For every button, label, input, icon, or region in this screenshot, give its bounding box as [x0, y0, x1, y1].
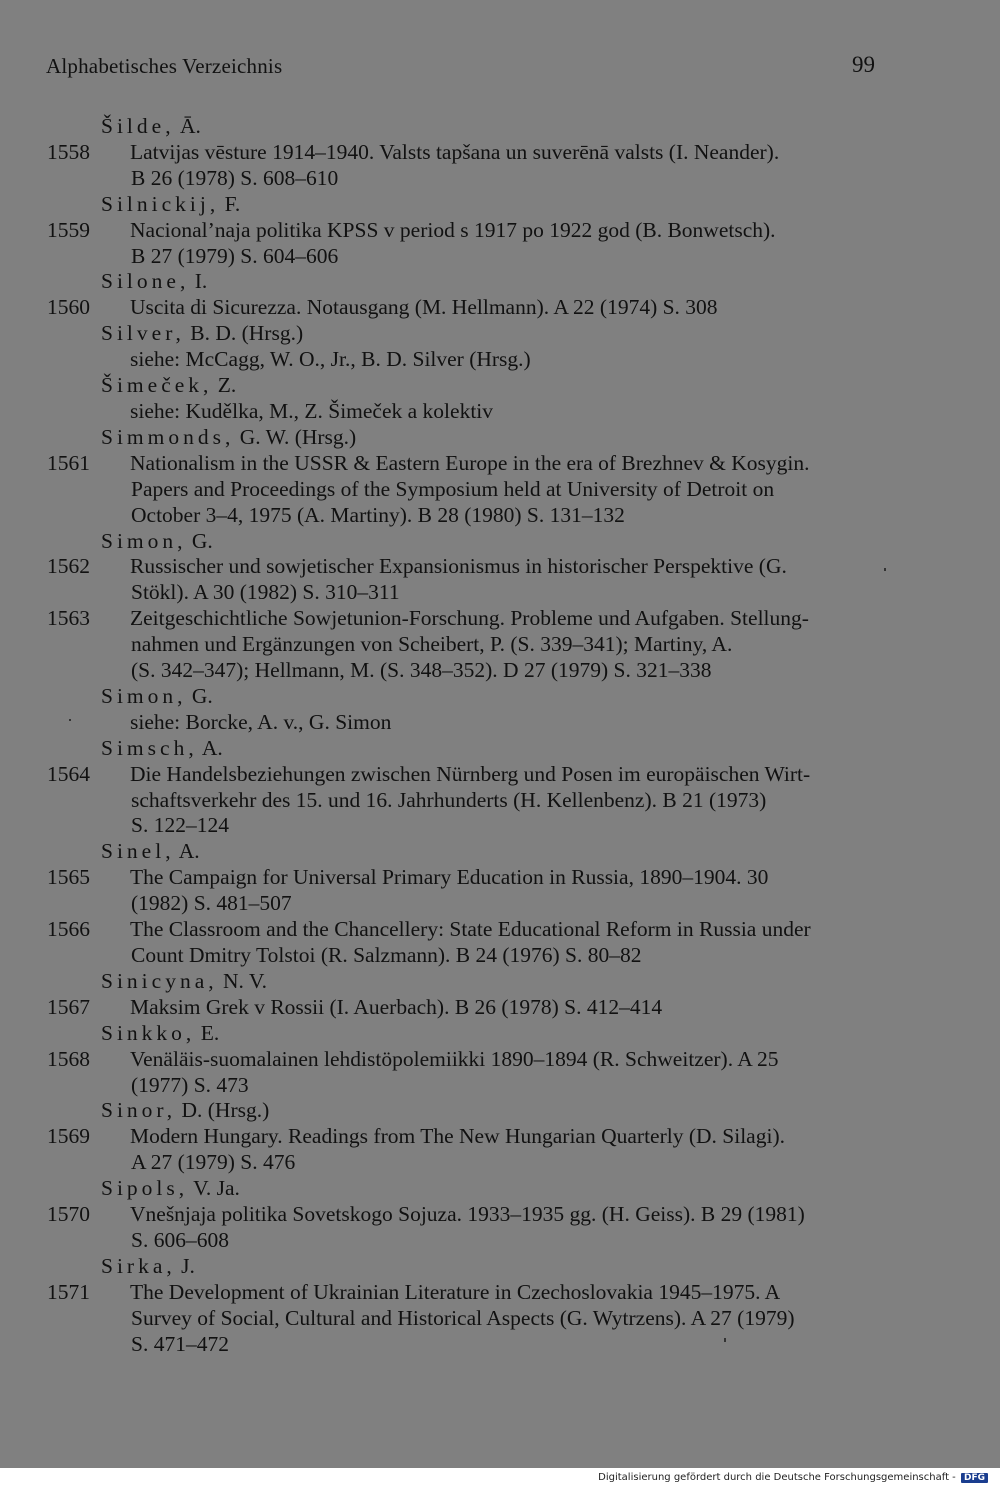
author-heading	[0, 1254, 1000, 1280]
author-initials: Z.	[212, 373, 237, 398]
entry-line: Latvijas vēsture 1914–1940. Valsts tapšana un suverēnā valsts (I. Neander).	[130, 139, 780, 164]
entry-number: 1568	[47, 1046, 90, 1071]
entry-line: Survey of Social, Cultural and Historical Aspects (G. Wytrzens). A 27 (1979)	[131, 1305, 795, 1330]
bibliography-entry	[0, 1047, 1000, 1099]
author-heading	[0, 529, 1000, 555]
bibliography-entry	[0, 218, 1000, 270]
author-name: Silnickij,	[101, 191, 220, 216]
author-initials: I.	[189, 269, 208, 294]
running-title: Alphabetisches Verzeichnis	[46, 54, 283, 78]
author-name: Šimeček,	[101, 373, 213, 398]
entry-line: Venäläis-suomalainen lehdistöpolemiikki 1890–1894 (R. Schweitzer). A 25	[130, 1046, 779, 1071]
entry-line: B 27 (1979) S. 604–606	[131, 243, 339, 268]
entry-line: schaftsverkehr des 15. und 16. Jahrhunderts (H. Kellenbenz). B 21 (1973)	[131, 787, 767, 812]
entry-line: Count Dmitry Tolstoi (R. Salzmann). B 24 (1976) S. 80–82	[131, 943, 642, 967]
author-initials: A.	[174, 839, 200, 864]
scan-speck	[884, 568, 886, 571]
bibliography-entry	[0, 1202, 1000, 1254]
author-heading	[0, 269, 1000, 295]
entry-line: The Classroom and the Chancellery: State Educational Reform in Russia under	[130, 917, 811, 942]
bibliography-entry	[0, 762, 1000, 840]
author-heading	[0, 1021, 1000, 1047]
entry-line: The Development of Ukrainian Literature in Czechoslovakia 1945–1975. A	[130, 1279, 781, 1304]
author-heading	[0, 321, 1000, 347]
author-initials: G. W. (Hrsg.)	[234, 424, 357, 449]
page-number: 99	[852, 52, 875, 77]
author-name: Silver,	[101, 321, 185, 346]
author-name: Sipols,	[101, 1176, 189, 1201]
footer-text: Digitalisierung gefördert durch die Deutsche Forschungsgemeinschaft -	[598, 1472, 956, 1483]
entry-line: Stökl). A 30 (1982) S. 310–311	[131, 580, 400, 605]
author-heading	[0, 425, 1000, 451]
author-initials: F.	[219, 191, 241, 216]
entry-number: 1566	[47, 917, 90, 942]
entry-line: S. 122–124	[131, 813, 229, 838]
author-heading	[0, 969, 1000, 995]
author-initials: Ā.	[174, 114, 201, 138]
entry-line: Nationalism in the USSR & Eastern Europe in the era of Brezhnev & Kosygin.	[130, 450, 810, 475]
bibliography-entry	[0, 865, 1000, 917]
bibliography-entry	[0, 606, 1000, 684]
entry-number: 1567	[47, 994, 90, 1019]
author-name: Simsch,	[101, 735, 198, 760]
entry-line: S. 606–608	[131, 1227, 229, 1252]
cross-reference: siehe: Borcke, A. v., G. Simon	[130, 709, 392, 734]
bibliography-entry	[0, 917, 1000, 969]
author-initials: B. D. (Hrsg.)	[184, 321, 304, 346]
entry-number: 1559	[47, 217, 90, 242]
entry-line: A 27 (1979) S. 476	[131, 1150, 296, 1175]
author-name: Silone,	[101, 269, 190, 294]
entry-line: Vnešnjaja politika Sovetskogo Sojuza. 1933–1935 gg. (H. Geiss). B 29 (1981)	[130, 1202, 805, 1227]
entry-line: Die Handelsbeziehungen zwischen Nürnberg und Posen im europäischen Wirt-	[130, 761, 811, 786]
digitization-footer	[598, 1472, 988, 1483]
bibliography-entry	[0, 1124, 1000, 1176]
entry-number: 1563	[47, 606, 90, 631]
entry-line: (1982) S. 481–507	[131, 891, 292, 916]
entry-line: (1977) S. 473	[131, 1072, 249, 1097]
author-name: Sinicyna,	[101, 968, 218, 993]
author-initials: J.	[175, 1253, 195, 1278]
entry-line: (S. 342–347); Hellmann, M. (S. 348–352). D 27 (1979) S. 321–338	[131, 658, 712, 683]
entry-line: Russischer und sowjetischer Expansionismus in historischer Perspektive (G.	[130, 554, 787, 579]
bibliography-entry	[0, 554, 1000, 606]
author-name: Sinor,	[101, 1098, 177, 1123]
entry-line: October 3–4, 1975 (A. Martiny). B 28 (1980) S. 131–132	[131, 502, 625, 527]
bibliography-entry	[0, 140, 1000, 192]
entry-line: S. 471–472	[131, 1331, 229, 1356]
author-name: Sinel,	[101, 839, 175, 864]
entry-number: 1562	[47, 554, 90, 579]
cross-reference: siehe: Kudělka, M., Z. Šimeček a kolektiv	[130, 398, 494, 423]
author-heading	[0, 736, 1000, 762]
author-heading	[0, 192, 1000, 218]
author-heading	[0, 1176, 1000, 1202]
entry-line: nahmen und Ergänzungen von Scheibert, P. (S. 339–341); Martiny, A.	[131, 632, 733, 657]
author-name: Sinkko,	[101, 1020, 196, 1045]
author-initials: V. Ja.	[188, 1176, 240, 1201]
author-initials: E.	[195, 1020, 220, 1045]
author-heading	[0, 1098, 1000, 1124]
dfg-logo: DFG	[961, 1473, 988, 1483]
entry-number: 1558	[47, 139, 90, 164]
author-heading	[0, 839, 1000, 865]
entry-line: Modern Hungary. Readings from The New Hungarian Quarterly (D. Silagi).	[130, 1124, 785, 1149]
entry-number: 1571	[47, 1279, 90, 1304]
bibliography-entry	[0, 1280, 1000, 1358]
author-name: Simmonds,	[101, 424, 235, 449]
bibliography-entry	[0, 451, 1000, 529]
author-initials: A.	[197, 735, 223, 760]
author-heading	[0, 114, 1000, 140]
entry-number: 1569	[47, 1124, 90, 1149]
entry-line: Zeitgeschichtliche Sowjetunion-Forschung. Probleme und Aufgaben. Stellung-	[130, 606, 809, 631]
author-name: Sirka,	[101, 1253, 176, 1278]
author-heading	[0, 684, 1000, 710]
entry-line: Maksim Grek v Rossii (I. Auerbach). B 26 (1978) S. 412–414	[130, 994, 663, 1019]
scan-speck	[724, 1338, 726, 1342]
entry-number: 1565	[47, 865, 90, 890]
author-name: Simon,	[101, 528, 187, 553]
bibliography-entry	[0, 995, 1000, 1021]
author-name: Simon,	[101, 683, 187, 708]
entry-line: Nacional’naja politika KPSS v period s 1917 po 1922 god (B. Bonwetsch).	[130, 217, 776, 242]
author-initials: G.	[186, 683, 213, 708]
index-entries	[0, 114, 1000, 1358]
bibliography-entry	[0, 295, 1000, 321]
entry-number: 1564	[47, 761, 90, 786]
entry-number: 1560	[47, 295, 90, 320]
entry-number: 1570	[47, 1202, 90, 1227]
cross-reference: siehe: McCagg, W. O., Jr., B. D. Silver (Hrsg.)	[130, 347, 531, 372]
entry-line: Uscita di Sicurezza. Notausgang (M. Hellmann). A 22 (1974) S. 308	[130, 295, 718, 320]
author-initials: D. (Hrsg.)	[176, 1098, 270, 1123]
entry-line: The Campaign for Universal Primary Education in Russia, 1890–1904. 30	[130, 865, 769, 890]
author-initials: G.	[186, 528, 213, 553]
entry-line: B 26 (1978) S. 608–610	[131, 165, 339, 190]
author-heading	[0, 373, 1000, 399]
scan-speck	[69, 719, 71, 721]
entry-number: 1561	[47, 450, 90, 475]
author-initials: N. V.	[217, 968, 268, 993]
entry-line: Papers and Proceedings of the Symposium held at University of Detroit on	[131, 476, 775, 501]
author-name: Šilde,	[101, 114, 175, 138]
